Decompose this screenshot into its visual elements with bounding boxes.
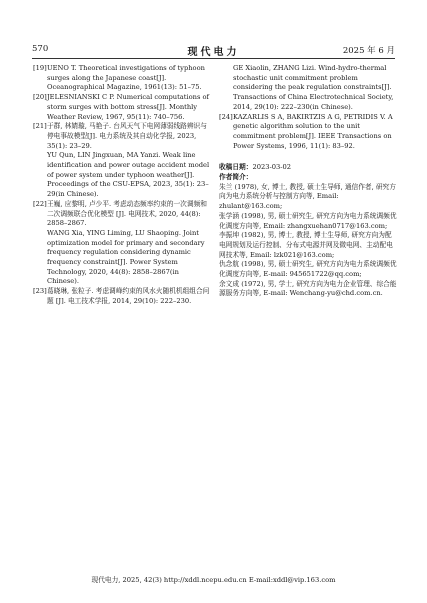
author-bio-label: 作者简介：	[219, 173, 253, 182]
references-left-column	[33, 64, 211, 307]
page-footer: 现代电力, 2025, 42(3) http://xddl.ncepu.edu.cn E-mail:xddl@vip.163.com	[91, 576, 336, 584]
reference-23-continued	[219, 64, 397, 113]
author-bio: 李振坤 (1982), 男, 博士, 教授, 博士生导师, 研究方向为配电网规划及运行控制、分布式电源并网及微电网、主动配电网技术等, Email: lzk021@163.com;	[219, 231, 393, 259]
reference-number: [23]	[33, 287, 47, 296]
journal-title: 现代电力	[187, 47, 240, 58]
author-bio: 朱兰 (1978), 女, 博士, 教授, 硕士生导师, 通信作者, 研究方向为电力系统分析与控制方向等, Email: zhulant@163.com;	[219, 182, 396, 211]
issue-date: 2025 年 6 月	[342, 46, 395, 56]
author-bio: 仇念航 (1998), 男, 硕士研究生, 研究方向为电力系统调频优化调度方向等, E-mail: 945651722@qq.com;	[219, 260, 397, 279]
reference-text: JELESNIANSKI C P. Numerical computations of storm surges with bottom stress[J]. Monthly Weather Review, 1967, 95(11): 740–756.	[47, 93, 210, 121]
page-header	[32, 44, 395, 58]
reference-22	[33, 200, 211, 287]
page-number: 570	[32, 44, 49, 54]
reference-number: [20]	[33, 93, 47, 102]
reference-number: [19]	[33, 64, 47, 72]
reference-number: [24]	[219, 112, 233, 121]
article-metadata	[219, 163, 397, 299]
reference-text-en: WANG Xia, YING Liming, LU Shaoping. Joint optimization model for primary and secondary frequency regulation considering dynamic frequency constraint[J]. Power System Technology, 2020, 44(8): 2858–2867(in Chinese).	[47, 228, 205, 286]
reference-21	[33, 122, 211, 200]
header-rule	[32, 58, 395, 59]
reference-text-zh: 王巍, 应黎明, 卢少平. 考虑动态频率约束的一次调频和二次调频联合优化模型 [J]. 电网技术, 2020, 44(8): 2858–2867.	[47, 199, 207, 228]
reference-text-en: GE Xiaolin, ZHANG Lizi. Wind-hydro-thermal stochastic unit commitment problem considering the peak regulation constraints[J]. Transactions of China Electrotechnical Society, 2014, 29(10): 222–230(in Chinese).	[233, 64, 394, 111]
reference-number: [22]	[33, 199, 47, 208]
reference-24	[219, 113, 397, 152]
received-date	[219, 163, 397, 173]
reference-23	[33, 287, 211, 306]
received-value: 2023-03-02	[252, 163, 291, 172]
reference-text-en: YU Qun, LIN Jingxuan, MA Yanzi. Weak line identification and power outage accident model of power system under typhoon weather[J]. Proceedings of the CSU-EPSA, 2023, 35(1): 23–29(in Chinese).	[47, 151, 210, 199]
references-right-column	[219, 64, 397, 299]
reference-text-zh: 于群, 林婧璇, 马艳子. 台风天气下电网薄弱线路辨识与停电事故模型[J]. 电力系统及其自动化学报, 2023, 35(1): 23–29.	[47, 122, 207, 150]
reference-text: KAZARLIS S A, BAKIRTZIS A G, PETRIDIS V. A genetic algorithm solution to the unit commitment problem[J]. IEEE Transactions on Power Systems, 1996, 11(1): 83–92.	[233, 112, 393, 150]
author-bio: 余文成 (1972), 男, 学士, 研究方向为电力企业管理、综合能源服务方向等, E-mail: Wenchang-yu@chd.com.cn.	[219, 279, 397, 298]
reference-text-zh: 葛晓琳, 张粒子. 考虑调峰约束的风水火随机机组组合问题 [J]. 电工技术学报, 2014, 29(10): 222–230.	[47, 287, 210, 305]
received-label: 收稿日期：	[219, 163, 253, 172]
reference-20	[33, 93, 211, 122]
author-bio: 张学涵 (1998), 男, 硕士研究生, 研究方向为电力系统调频优化调度方向等, Email: zhangxuehan0717@163.com;	[219, 211, 397, 230]
reference-19	[33, 64, 211, 93]
reference-number: [21]	[33, 122, 47, 131]
reference-text: UENO T. Theoretical investigations of typhoon surges along the Japanese coast[J]. Oceanographical Magazine, 1961(13): 51–75.	[47, 64, 205, 92]
